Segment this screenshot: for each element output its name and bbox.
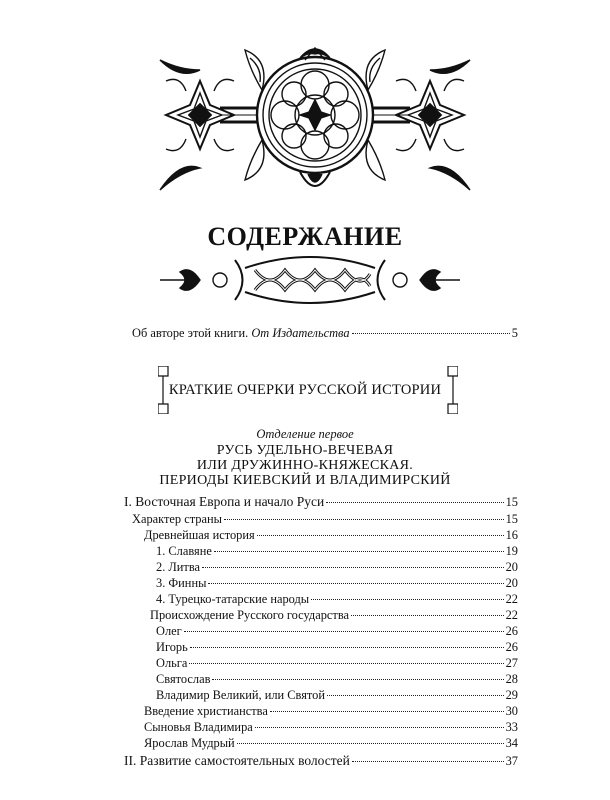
toc-entry-title: I. Восточная Европа и начало Руси [124, 494, 325, 509]
page-number: 27 [505, 656, 518, 670]
toc-entry[interactable] [150, 607, 518, 623]
toc-entry[interactable] [156, 671, 518, 687]
toc-entry[interactable] [156, 575, 518, 591]
page-number: 20 [505, 560, 518, 574]
page-number: 30 [505, 704, 518, 718]
toc-entry[interactable] [144, 527, 518, 543]
toc-entry[interactable] [132, 511, 518, 527]
dot-leader [184, 630, 504, 632]
dot-leader [214, 550, 504, 552]
page-number: 22 [505, 592, 518, 606]
section-title: КРАТКИЕ ОЧЕРКИ РУССКОЙ ИСТОРИИ [168, 382, 442, 398]
page-number: 15 [505, 495, 518, 509]
dot-leader [257, 534, 504, 536]
toc-entry[interactable] [144, 719, 518, 735]
subsection-title-line: ИЛИ ДРУЖИННО-КНЯЖЕСКАЯ. [196, 458, 414, 473]
toc-entry[interactable] [124, 494, 518, 510]
toc-entry-title: Игорь [156, 640, 188, 654]
toc-entry-title: 2. Литва [156, 560, 201, 574]
toc-entry[interactable] [156, 655, 518, 671]
page-number: 5 [511, 326, 518, 340]
page-number: 34 [505, 736, 518, 750]
page-title: СОДЕРЖАНИЕ [207, 222, 403, 251]
toc-entry-title: Святослав [156, 672, 211, 686]
toc-entry-author[interactable] [132, 325, 518, 341]
dot-leader [208, 582, 503, 584]
page-number: 28 [505, 672, 518, 686]
toc-entry-title: 1. Славяне [156, 544, 212, 558]
toc-entry[interactable] [156, 559, 518, 575]
dot-leader [190, 646, 504, 648]
dot-leader [202, 566, 504, 568]
dot-leader [327, 694, 504, 696]
dot-leader [255, 726, 504, 728]
toc-entry[interactable] [156, 543, 518, 559]
subsection-label: Отделение первое [256, 427, 354, 441]
toc-entry[interactable] [156, 623, 518, 639]
toc-entry-title: Характер страны [132, 512, 222, 526]
dot-leader [311, 598, 503, 600]
toc-entry-title: Ярослав Мудрый [144, 736, 235, 750]
toc-entry-title: Олег [156, 624, 182, 638]
page-number: 16 [505, 528, 518, 542]
dot-leader [270, 710, 504, 712]
page-number: 15 [505, 512, 518, 526]
toc-entry-title: Происхождение Русского государства [150, 608, 350, 622]
dot-leader [352, 332, 510, 334]
page-number: 37 [505, 754, 518, 768]
page-number: 26 [505, 640, 518, 654]
dot-leader [351, 614, 504, 616]
dot-leader [189, 662, 503, 664]
toc-entry-title: 3. Финны [156, 576, 207, 590]
toc-entry-title: II. Развитие самостоятельных волостей [124, 753, 350, 768]
knot-divider-icon [160, 250, 460, 310]
subsection-title-line: ПЕРИОДЫ КИЕВСКИЙ И ВЛАДИМИРСКИЙ [159, 473, 451, 488]
toc-entry-title: Сыновья Владимира [144, 720, 253, 734]
subsection-title-line: РУСЬ УДЕЛЬНО-ВЕЧЕВАЯ [216, 443, 394, 458]
author-entry-italic: От Издательства [251, 326, 350, 340]
toc-entry[interactable] [144, 735, 518, 751]
toc-entry[interactable] [144, 703, 518, 719]
toc-entry[interactable] [124, 753, 518, 769]
dot-leader [237, 742, 504, 744]
toc-entry-title: Древнейшая история [144, 528, 255, 542]
page-number: 26 [505, 624, 518, 638]
dot-leader [326, 501, 503, 503]
toc-entry-title: Ольга [156, 656, 188, 670]
toc-entry-title: 4. Турецко-татарские народы [156, 592, 310, 606]
toc-entry-title: Введение христианства [144, 704, 268, 718]
page-number: 33 [505, 720, 518, 734]
page-number: 20 [505, 576, 518, 590]
page-number: 22 [505, 608, 518, 622]
author-entry-text: Об авторе этой книги. [132, 326, 249, 340]
toc-entry[interactable] [156, 591, 518, 607]
toc-entry[interactable] [156, 639, 518, 655]
dot-leader [212, 678, 503, 680]
toc-entry[interactable] [156, 687, 518, 703]
toc-entry-title: Владимир Великий, или Святой [156, 688, 325, 702]
page-number: 29 [505, 688, 518, 702]
dot-leader [352, 760, 504, 762]
top-ornament-icon [150, 40, 480, 200]
page-number: 19 [505, 544, 518, 558]
dot-leader [224, 518, 504, 520]
